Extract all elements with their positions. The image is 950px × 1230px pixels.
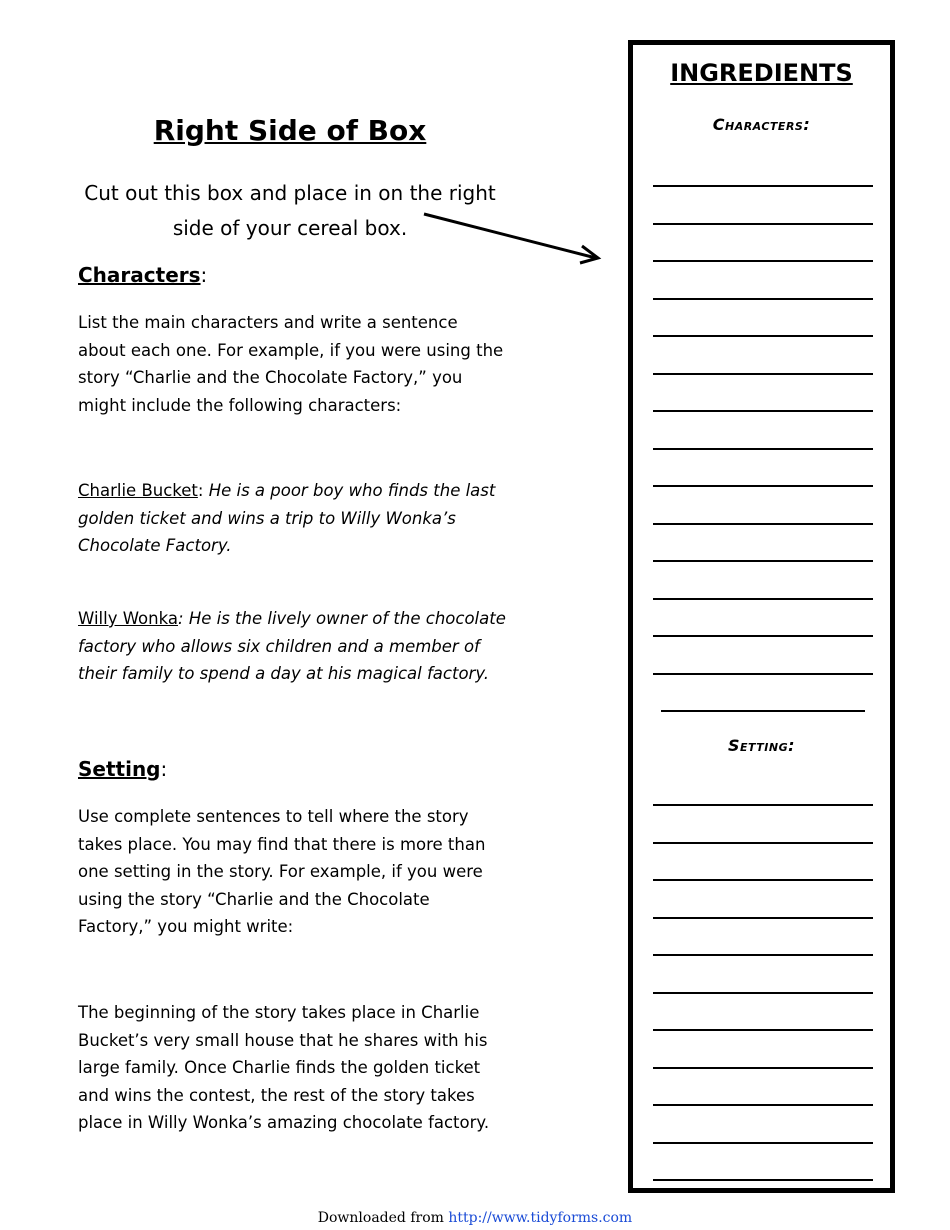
character-example <box>78 477 518 560</box>
characters-write-line <box>653 185 873 187</box>
ingredients-box <box>628 40 895 1193</box>
characters-write-line <box>653 673 873 675</box>
characters-write-line <box>653 560 873 562</box>
character-description: He is a poor boy who finds the last golden ticket and wins a trip to Willy Wonka’s Chocolate Factory. <box>78 481 496 555</box>
characters-write-line <box>653 598 873 600</box>
characters-heading-colon: : <box>200 263 208 287</box>
characters-write-line <box>661 710 865 712</box>
character-example <box>78 605 518 688</box>
setting-example: The beginning of the story takes place in Charlie Bucket’s very small house that he shares with his large family. Once Charlie finds the golden ticket and wins the contest, the rest of the story takes place in Willy Wonka’s amazing chocolate factory. <box>78 1003 490 1132</box>
setting-write-line <box>653 1029 873 1031</box>
character-description: He is the lively owner of the chocolate factory who allows six children and a member of their family to spend a day at his magical factory. <box>78 609 506 683</box>
characters-write-line <box>653 373 873 375</box>
setting-heading-text: Setting <box>78 757 161 781</box>
characters-write-line <box>653 298 873 300</box>
characters-write-line <box>653 260 873 262</box>
footer-link[interactable]: http://www.tidyforms.com <box>448 1210 633 1226</box>
characters-instructions: List the main characters and write a sentence about each one. For example, if you were using the story “Charlie and the Chocolate Factory,” you might include the following characters: <box>78 313 504 415</box>
characters-heading-text: Characters <box>78 263 201 287</box>
setting-write-line <box>653 879 873 881</box>
characters-write-line <box>653 223 873 225</box>
setting-write-line <box>653 1142 873 1144</box>
character-separator: : <box>178 609 189 628</box>
characters-write-line <box>653 523 873 525</box>
setting-instructions: Use complete sentences to tell where the story takes place. You may find that there is more than one setting in the story. For example, if you were using the story “Charlie and the Chocolate Factory,” you might write: <box>78 807 486 936</box>
setting-write-line <box>653 1179 873 1181</box>
footer <box>0 1210 950 1226</box>
characters-write-line <box>653 448 873 450</box>
footer-prefix: Downloaded from <box>317 1210 449 1226</box>
setting-label: Setting: <box>727 736 796 755</box>
setting-heading <box>78 757 167 781</box>
character-name: Charlie Bucket <box>78 481 198 500</box>
setting-heading-colon: : <box>160 757 168 781</box>
character-name: Willy Wonka <box>78 609 178 628</box>
character-separator: : <box>197 481 209 500</box>
characters-write-line <box>653 410 873 412</box>
characters-write-line <box>653 485 873 487</box>
setting-write-line <box>653 992 873 994</box>
setting-write-line <box>653 842 873 844</box>
ingredients-title: INGREDIENTS <box>670 59 853 87</box>
setting-write-line <box>653 804 873 806</box>
arrow-right-icon <box>420 208 610 268</box>
page-title: Right Side of Box <box>153 114 427 147</box>
setting-write-line <box>653 1104 873 1106</box>
intro-instruction: Cut out this box and place in on the right side of your cereal box. <box>84 181 496 240</box>
setting-write-line <box>653 1067 873 1069</box>
setting-write-line <box>653 917 873 919</box>
characters-write-line <box>653 335 873 337</box>
characters-write-line <box>653 635 873 637</box>
setting-write-line <box>653 954 873 956</box>
characters-heading <box>78 263 207 287</box>
characters-label: Characters: <box>712 115 811 134</box>
